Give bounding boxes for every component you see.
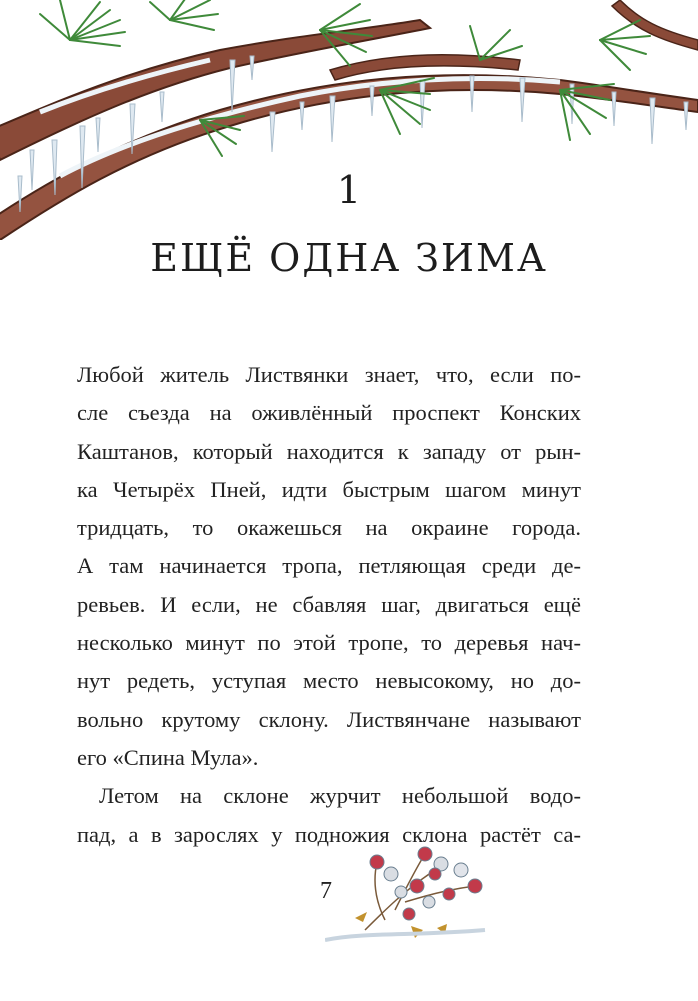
text-line: ка Четырёх Пней, идти быстрым шагом минут bbox=[77, 476, 581, 502]
text-line: вольно крутому склону. Листвянчане называют bbox=[77, 706, 581, 732]
text-line: Летом на склоне журчит небольшой водо- bbox=[99, 783, 581, 809]
winter-berries-icon bbox=[325, 840, 495, 950]
text-line: несколько минут по этой тропе, то деревья нач- bbox=[77, 630, 581, 656]
text-line: ревьев. И если, не сбавляя шаг, двигаться ещё bbox=[77, 591, 581, 617]
text-line: Любой житель Листвянки знает, что, если по- bbox=[77, 362, 581, 387]
text-line: нут редеть, уступая место невысокому, но до- bbox=[77, 668, 581, 694]
body-text bbox=[77, 356, 581, 854]
text-line: его «Спина Мула». bbox=[77, 744, 259, 770]
chapter-title: ЕЩЁ ОДНА ЗИМА bbox=[150, 236, 548, 280]
text-line: Каштанов, который находится к западу от рын- bbox=[77, 438, 581, 464]
chapter-number: 1 bbox=[336, 168, 362, 212]
text-line: сле съезда на оживлённый проспект Конских bbox=[77, 400, 581, 426]
text-line: пад, а в зарослях у подножия склона растёт са- bbox=[77, 821, 581, 847]
text-line: тридцать, то окажешься на окраине города. bbox=[77, 515, 581, 541]
text-line: А там начинается тропа, петляющая среди де- bbox=[77, 553, 581, 579]
page-number: 7 bbox=[320, 878, 332, 904]
